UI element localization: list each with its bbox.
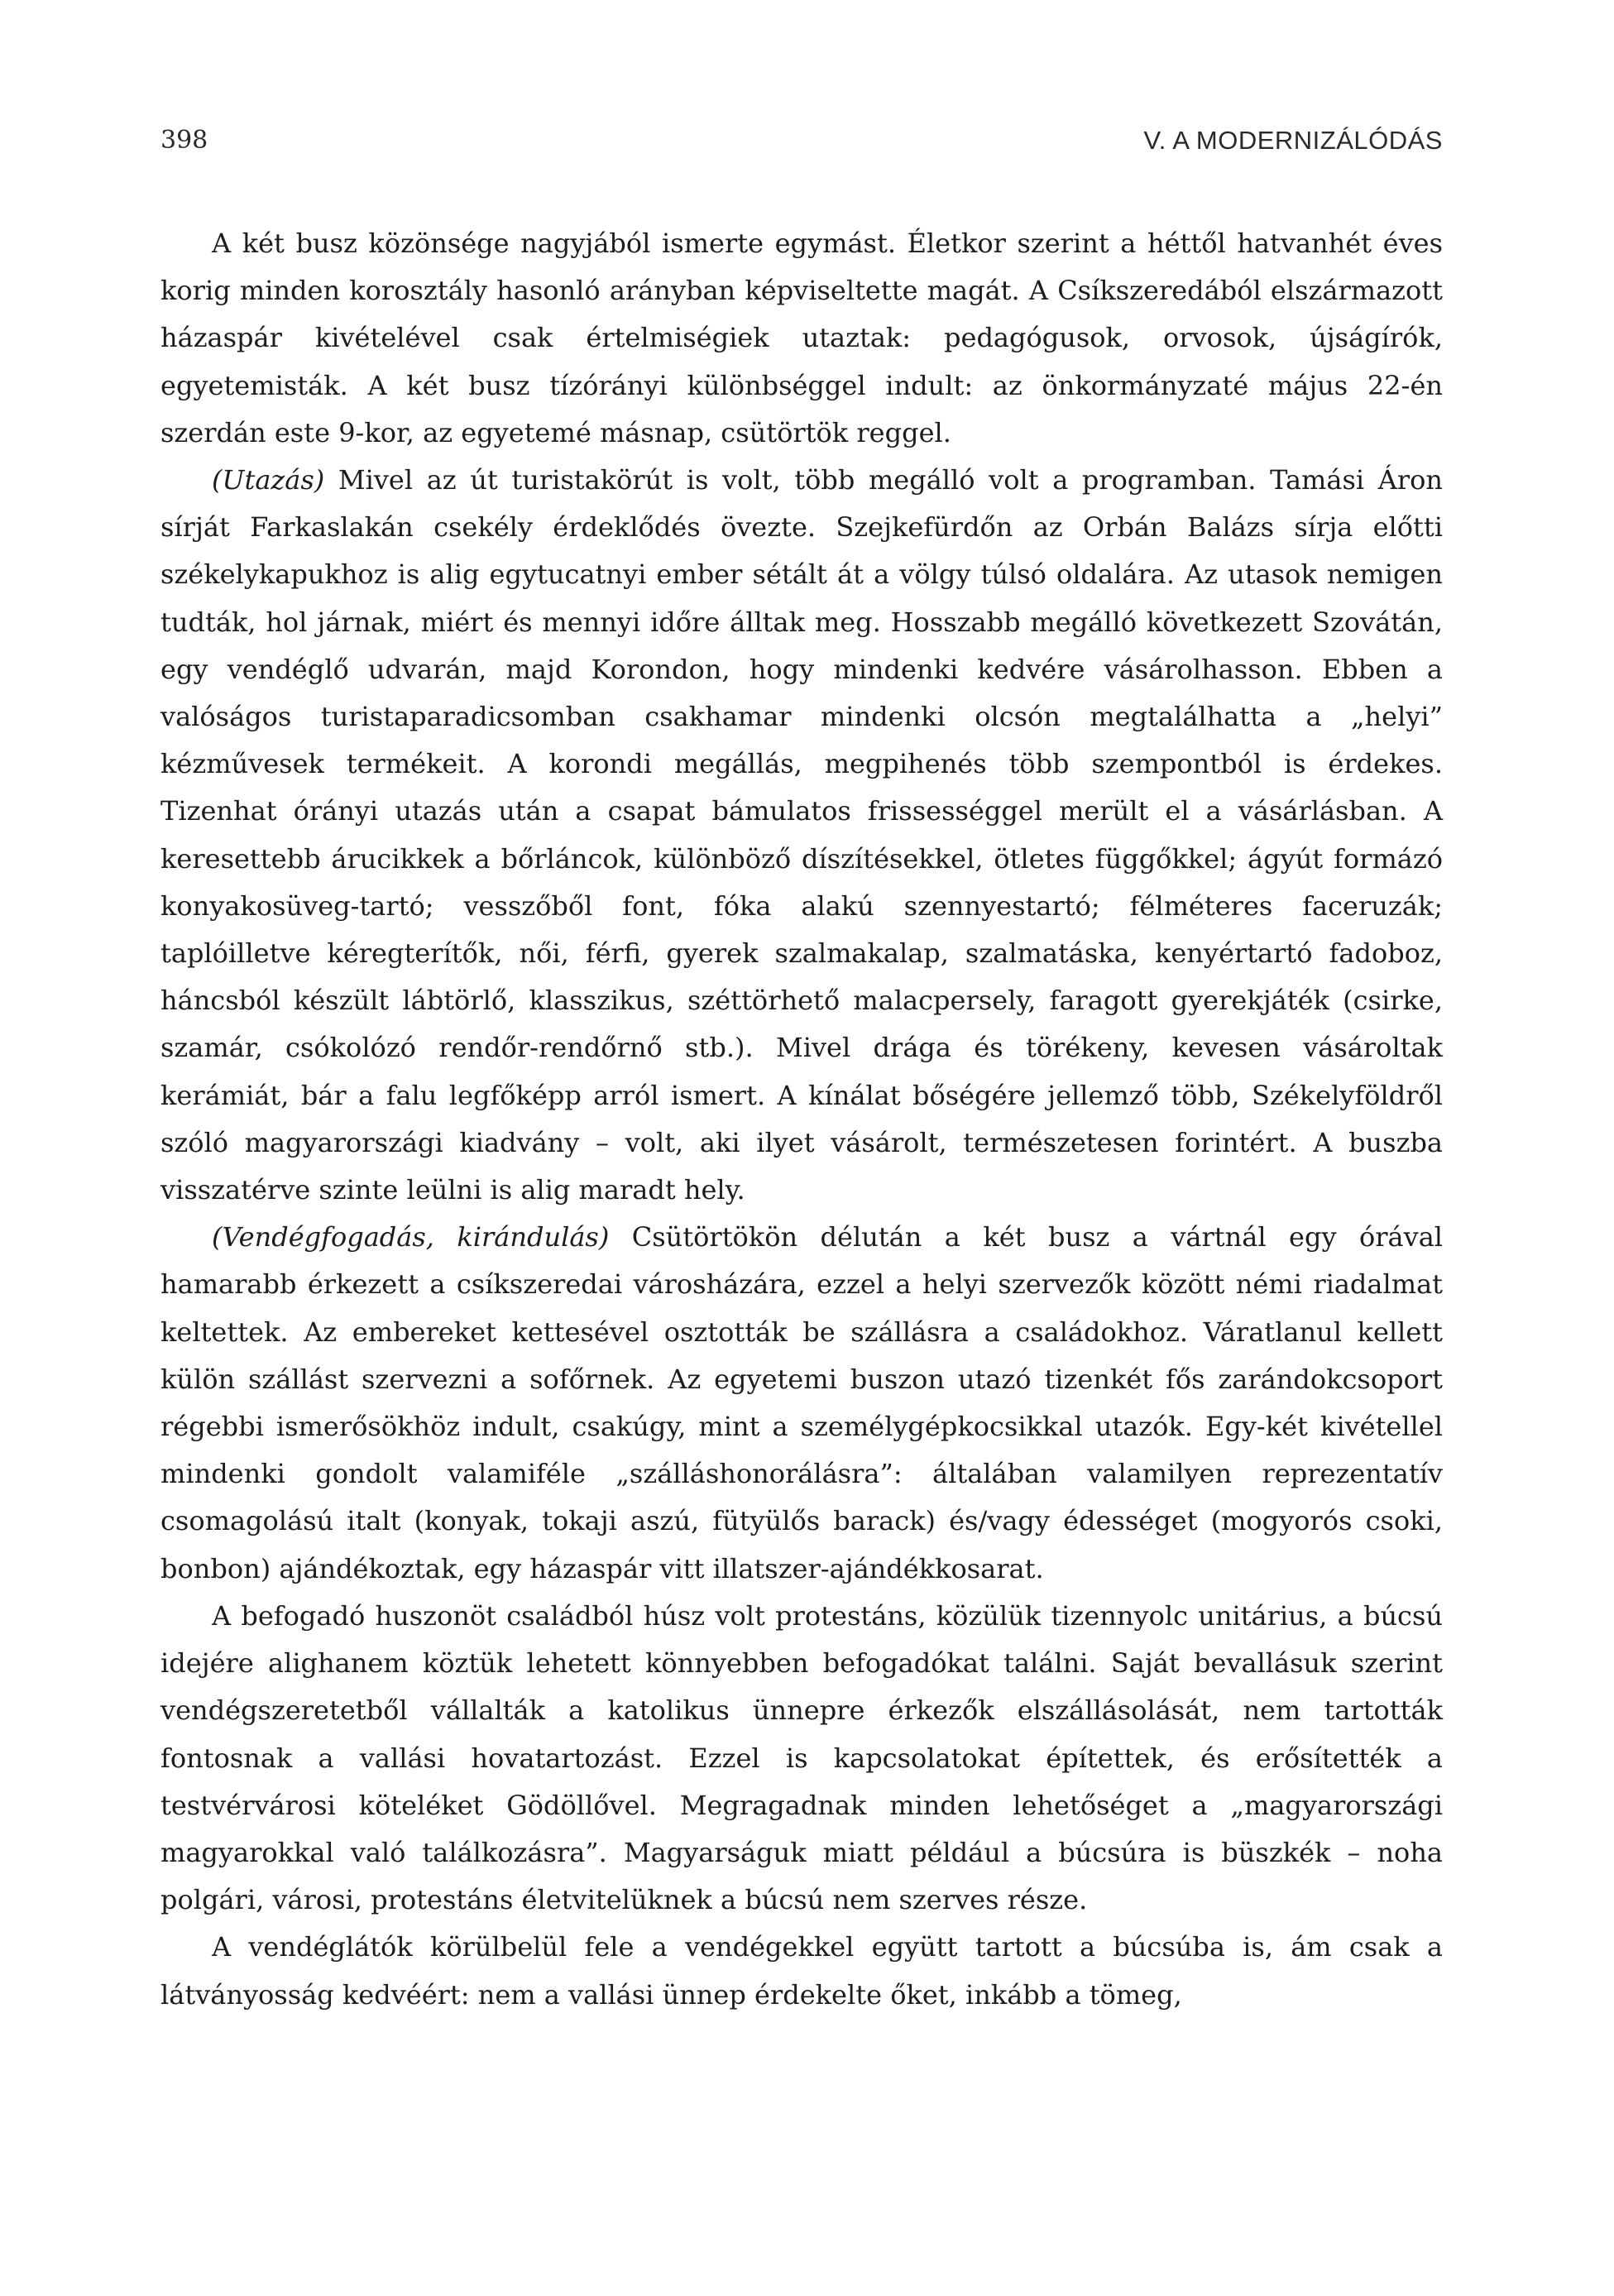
page-header (160, 126, 1443, 159)
paragraph (160, 457, 1443, 1214)
paragraph-text: A vendéglátók körülbelül fele a vendégekkel együtt tartott a búcsúba is, ám csak a látványosság kedvéért: nem a vallási ünnep érdekelte őket, inkább a tömeg, (160, 1931, 1443, 2011)
paragraph-text: Mivel az út turistakörút is volt, több megálló volt a programban. Tamási Áron sírját Farkaslakán csekély érdeklődés övezte. Szejkefürdőn az Orbán Balázs sírja előtti székelykapukhoz is alig egytucatnyi ember sétált át a völgy túlsó oldalára. Az utasok nemigen tudták, hol járnak, miért és mennyi időre álltak meg. Hosszabb megálló következett Szovátán, egy vendéglő udvarán, majd Korondon, hogy mindenki kedvére vásárolhasson. Ebben a valóságos turistaparadicsomban csakhamar mindenki olcsón megtalálhatta a „helyi” kézművesek termékeit. A korondi megállás, megpihenés több szempontból is érdekes. Tizenhat órányi utazás után a csapat bámulatos frissességgel merült el a vásárlásban. A keresettebb árucikkek a bőrláncok, különböző díszítésekkel, ötletes függőkkel; ágyút formázó konyakosüveg-tartó; vesszőből font, fóka alakú szennyestartó; félméteres faceruzák; taplóilletve kéregterítők, női, férfi, gyerek szalmakalap, szalmatáska, kenyértartó fadoboz, háncsból készült lábtörlő, klasszikus, széttörhető malacpersely, faragott gyerekjáték (csirke, szamár, csókolózó rendőr-rendőrnő stb.). Mivel drága és törékeny, kevesen vásároltak kerámiát, bár a falu legfőképp arról ismert. A kínálat bőségére jellemző több, Székelyföldről szóló magyarországi kiadvány – volt, aki ilyet vásárolt, természetesen forintért. A buszba visszatérve szinte leülni is alig maradt hely. (160, 464, 1443, 1206)
paragraph (160, 1924, 1443, 2018)
paragraph-text: A befogadó huszonöt családból húsz volt protestáns, közülük tizennyolc unitárius, a búcsú idejére alighanem köztük lehetett könnyebben befogadókat találni. Saját bevallásuk szerint vendégszeretetből vállalták a katolikus ünnepre érkezők elszállásolását, nem tartották fontosnak a vallási hovatartozást. Ezzel is kapcsolatokat építettek, és erősítették a testvérvárosi köteléket Gödöllővel. Megragadnak minden lehetőséget a „magyarországi magyarokkal való találkozásra”. Magyarságuk miatt például a búcsúra is büszkék – noha polgári, városi, protestáns életvitelüknek a búcsú nem szerves része. (160, 1599, 1443, 1916)
paragraph (160, 1593, 1443, 1924)
section-lead: (Vendégfogadás, kirándulás) (212, 1221, 610, 1253)
paragraph-text: A két busz közönsége nagyjából ismerte egymást. Életkor szerint a héttől hatvanhét éves korig minden korosztály hasonló arányban képviseltette magát. A Csíkszeredából elszármazott házaspár kivételével csak értelmiségiek utaztak: pedagógusok, orvosok, újságírók, egyetemisták. A két busz tízórányi különbséggel indult: az önkormányzaté május 22-én szerdán este 9-kor, az egyetemé másnap, csütörtök reggel. (160, 228, 1443, 448)
running-head: V. A MODERNIZÁLÓDÁS (1143, 126, 1443, 155)
paragraph-text: Csütörtökön délután a két busz a vártnál egy órával hamarabb érkezett a csíkszeredai városházára, ezzel a helyi szervezők között némi riadalmat keltettek. Az embereket kettesével osztották be szállásra a családokhoz. Váratlanul kellett külön szállást szervezni a sofőrnek. Az egyetemi buszon utazó tizenkét fős zarándokcsoport régebbi ismerősökhöz indult, csakúgy, mint a személygépkocsikkal utazók. Egy-két kivétellel mindenki gondolt valamiféle „szálláshonorálásra”: általában valamilyen reprezentatív csomagolású italt (konyak, tokaji aszú, fütyülős barack) és/vagy édességet (mogyorós csoki, bonbon) ajándékoztak, egy házaspár vitt illatszer-ajándékkosarat. (160, 1221, 1444, 1584)
section-lead: (Utazás) (212, 464, 325, 496)
paragraph (160, 1214, 1443, 1593)
paragraph (160, 220, 1443, 457)
body-text (160, 220, 1443, 2019)
page-number: 398 (160, 126, 208, 155)
